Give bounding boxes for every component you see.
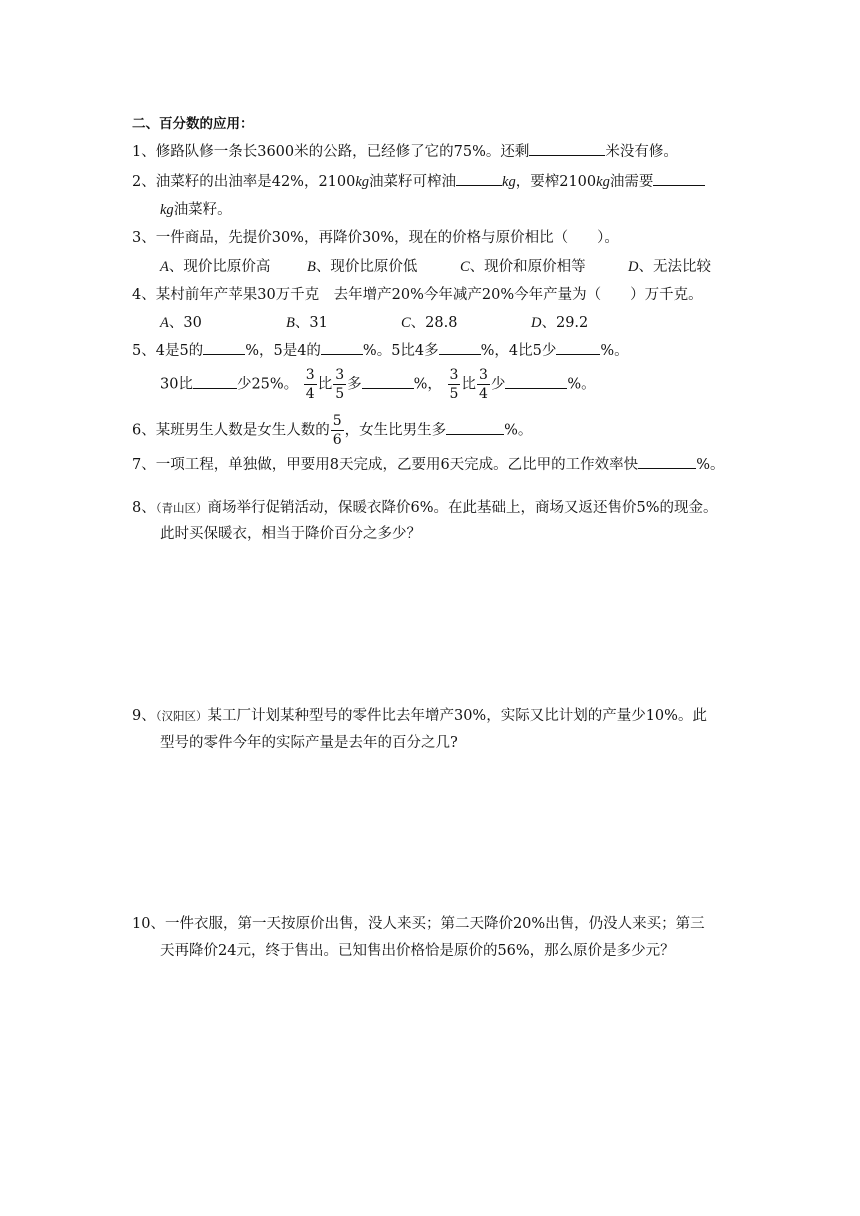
q5-text: %， <box>413 376 442 393</box>
denominator: 4 <box>478 386 488 402</box>
section-title: 二、百分数的应用： <box>132 116 254 132</box>
question-1 <box>132 142 678 162</box>
q1-answer-blank[interactable] <box>529 143 605 156</box>
q2-unit: kg <box>502 174 516 190</box>
question-5 <box>132 341 629 361</box>
q4-options <box>160 313 588 333</box>
option-letter: B <box>307 259 316 275</box>
numerator: 3 <box>305 367 315 383</box>
option-letter: C <box>460 259 470 275</box>
option-text: 、28.8 <box>410 315 458 331</box>
q2-unit: kg <box>355 174 370 190</box>
q4-option-b[interactable] <box>286 313 401 333</box>
q8-number: 8、 <box>132 500 156 516</box>
option-text: 、现价比原价低 <box>315 259 418 275</box>
fraction <box>333 366 346 403</box>
q3-option-d[interactable] <box>628 257 711 277</box>
q5-blank-1[interactable] <box>203 342 245 355</box>
option-text: 、29.2 <box>541 315 589 331</box>
option-letter: D <box>531 315 542 331</box>
q5-text: 5、4是5的 <box>132 343 204 359</box>
question-4: 4、某村前年产苹果30万千克 去年增产20%今年减产20%今年产量为（ ）万千克。 <box>132 287 703 303</box>
denominator: 5 <box>449 386 459 402</box>
q5-text: 少 <box>490 376 506 393</box>
question-9-cont: 型号的零件今年的实际产量是去年的百分之几? <box>160 735 458 751</box>
q7-text: 7、一项工程，单独做，甲要用8天完成，乙要用6天完成。乙比甲的工作效率快 <box>132 457 639 473</box>
option-letter: A <box>160 315 169 331</box>
q9-number: 9、 <box>132 708 156 724</box>
q3-option-c[interactable] <box>460 257 628 277</box>
question-3: 3、一件商品，先提价30%，再降价30%，现在的价格与原价相比（ ）。 <box>132 230 619 246</box>
question-8-cont: 此时买保暖衣，相当于降价百分之多少？ <box>160 526 421 542</box>
question-8 <box>132 498 718 518</box>
q2-text-d: 油需要 <box>609 174 654 190</box>
q5-blank-3[interactable] <box>439 342 481 355</box>
q5-blank-6[interactable] <box>362 376 414 389</box>
question-10-cont: 天再降价24元，终于售出。已知售出价格恰是原价的56%，那么原价是多少元？ <box>160 943 675 959</box>
q2-unit: kg <box>160 202 174 218</box>
q3-option-a[interactable] <box>160 257 307 277</box>
question-2-cont <box>160 200 232 220</box>
question-5-line-2 <box>160 366 596 403</box>
q6-blank[interactable] <box>446 422 504 435</box>
q6-text: ，女生比男生多 <box>344 422 447 439</box>
q2-answer-blank-2[interactable] <box>653 173 705 186</box>
q5-text: %。5比4多 <box>362 343 439 359</box>
q5-blank-4[interactable] <box>556 342 600 355</box>
option-text: 、31 <box>294 315 328 331</box>
q5-text: 少25%。 <box>236 376 299 393</box>
option-letter: D <box>628 259 639 275</box>
q9-text: 某工厂计划某种型号的零件比去年增产30%，实际又比计划的产量少10%。此 <box>207 708 707 724</box>
fraction <box>448 366 461 403</box>
q2-text-b: 油菜籽可榨油 <box>369 174 457 190</box>
q5-text: %，4比5少 <box>480 343 557 359</box>
q5-blank-5[interactable] <box>193 376 237 389</box>
q6-text: %。 <box>504 422 533 439</box>
q5-blank-7[interactable] <box>505 376 567 389</box>
question-6 <box>132 412 532 449</box>
q8-text: 商场举行促销活动，保暖衣降价6%。在此基础上，商场又返还售价5%的现金。 <box>207 500 718 516</box>
q4-option-a[interactable] <box>160 313 286 333</box>
option-text: 、现价比原价高 <box>168 259 271 275</box>
question-9 <box>132 706 707 726</box>
option-text: 、无法比较 <box>638 259 711 275</box>
question-10: 10、一件衣服，第一天按原价出售，没人来买；第二天降价20%出售，仍没人来买；第三 <box>132 916 705 932</box>
q3-option-b[interactable] <box>307 257 460 277</box>
question-2 <box>132 172 705 192</box>
question-7 <box>132 455 724 475</box>
q2-answer-blank-1[interactable] <box>456 173 502 186</box>
fraction <box>331 412 344 449</box>
q1-suffix: 米没有修。 <box>605 144 678 160</box>
option-letter: A <box>160 259 169 275</box>
option-text: 、30 <box>168 315 202 331</box>
q6-text: 6、某班男生人数是女生人数的 <box>132 422 330 439</box>
option-letter: C <box>401 315 411 331</box>
numerator: 5 <box>332 413 342 429</box>
denominator: 6 <box>332 432 342 448</box>
q5-text: 30比 <box>160 376 193 393</box>
q7-blank[interactable] <box>638 456 696 469</box>
q4-option-c[interactable] <box>401 313 531 333</box>
q5-text: 比 <box>317 376 333 393</box>
option-letter: B <box>286 315 295 331</box>
numerator: 3 <box>335 367 345 383</box>
q5-text: %。 <box>600 343 629 359</box>
q4-option-d[interactable] <box>531 313 588 333</box>
q5-text: 比 <box>461 376 476 393</box>
numerator: 3 <box>449 367 459 383</box>
q5-text: 多 <box>347 376 362 393</box>
denominator: 5 <box>335 386 345 402</box>
q5-text: %，5是4的 <box>245 343 321 359</box>
option-text: 、现价和原价相等 <box>469 259 586 275</box>
q7-text: %。 <box>696 457 725 473</box>
q5-blank-2[interactable] <box>321 342 363 355</box>
q2-text-e: 油菜籽。 <box>173 202 232 218</box>
fraction <box>477 366 490 403</box>
q2-text-a: 2、油菜籽的出油率是42%，2100 <box>132 174 356 190</box>
q1-text: 1、修路队修一条长3600米的公路，已经修了它的75%。还剩 <box>132 144 530 160</box>
q2-text-c: ，要榨2100 <box>515 174 597 190</box>
numerator: 3 <box>478 367 488 383</box>
fraction <box>304 366 317 403</box>
q3-options <box>160 257 711 277</box>
q2-unit: kg <box>596 174 610 190</box>
q9-district: （汉阳区） <box>155 709 208 723</box>
denominator: 4 <box>305 386 315 402</box>
q5-text: %。 <box>567 376 596 393</box>
q8-district: （青山区） <box>155 501 208 515</box>
